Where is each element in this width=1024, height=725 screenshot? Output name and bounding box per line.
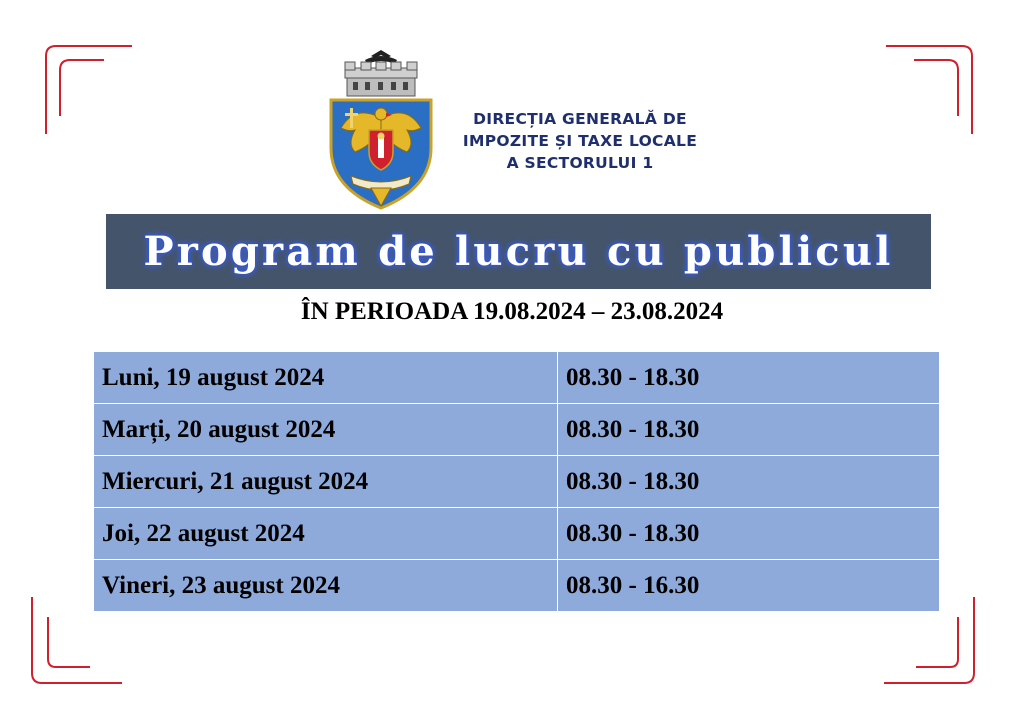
hours-cell: 08.30 - 16.30 <box>558 560 940 612</box>
day-cell: Joi, 22 august 2024 <box>94 508 558 560</box>
coat-of-arms-logo <box>325 48 437 212</box>
table-row <box>94 352 940 404</box>
corner-bracket-top-right <box>882 44 974 136</box>
organization-name-line-1: DIRECȚIA GENERALĂ DE <box>473 110 687 128</box>
hours-cell: 08.30 - 18.30 <box>558 508 940 560</box>
hours-cell: 08.30 - 18.30 <box>558 352 940 404</box>
period-heading: ÎN PERIOADA 19.08.2024 – 23.08.2024 <box>300 298 724 325</box>
title-banner <box>106 214 931 289</box>
day-cell: Luni, 19 august 2024 <box>94 352 558 404</box>
table-row <box>94 560 940 612</box>
table-row <box>94 404 940 456</box>
table-row <box>94 508 940 560</box>
corner-bracket-top-left <box>44 44 136 136</box>
hours-cell: 08.30 - 18.30 <box>558 456 940 508</box>
schedule-table <box>93 351 940 612</box>
day-cell: Marți, 20 august 2024 <box>94 404 558 456</box>
organization-name-line-2: IMPOZITE ȘI TAXE LOCALE <box>462 132 698 150</box>
organization-name-line-3: A SECTORULUI 1 <box>506 154 654 172</box>
hours-cell: 08.30 - 18.30 <box>558 404 940 456</box>
table-row <box>94 456 940 508</box>
organization-name <box>440 108 720 174</box>
page-title: Program de lucru cu publicul <box>143 228 894 275</box>
day-cell: Vineri, 23 august 2024 <box>94 560 558 612</box>
day-cell: Miercuri, 21 august 2024 <box>94 456 558 508</box>
